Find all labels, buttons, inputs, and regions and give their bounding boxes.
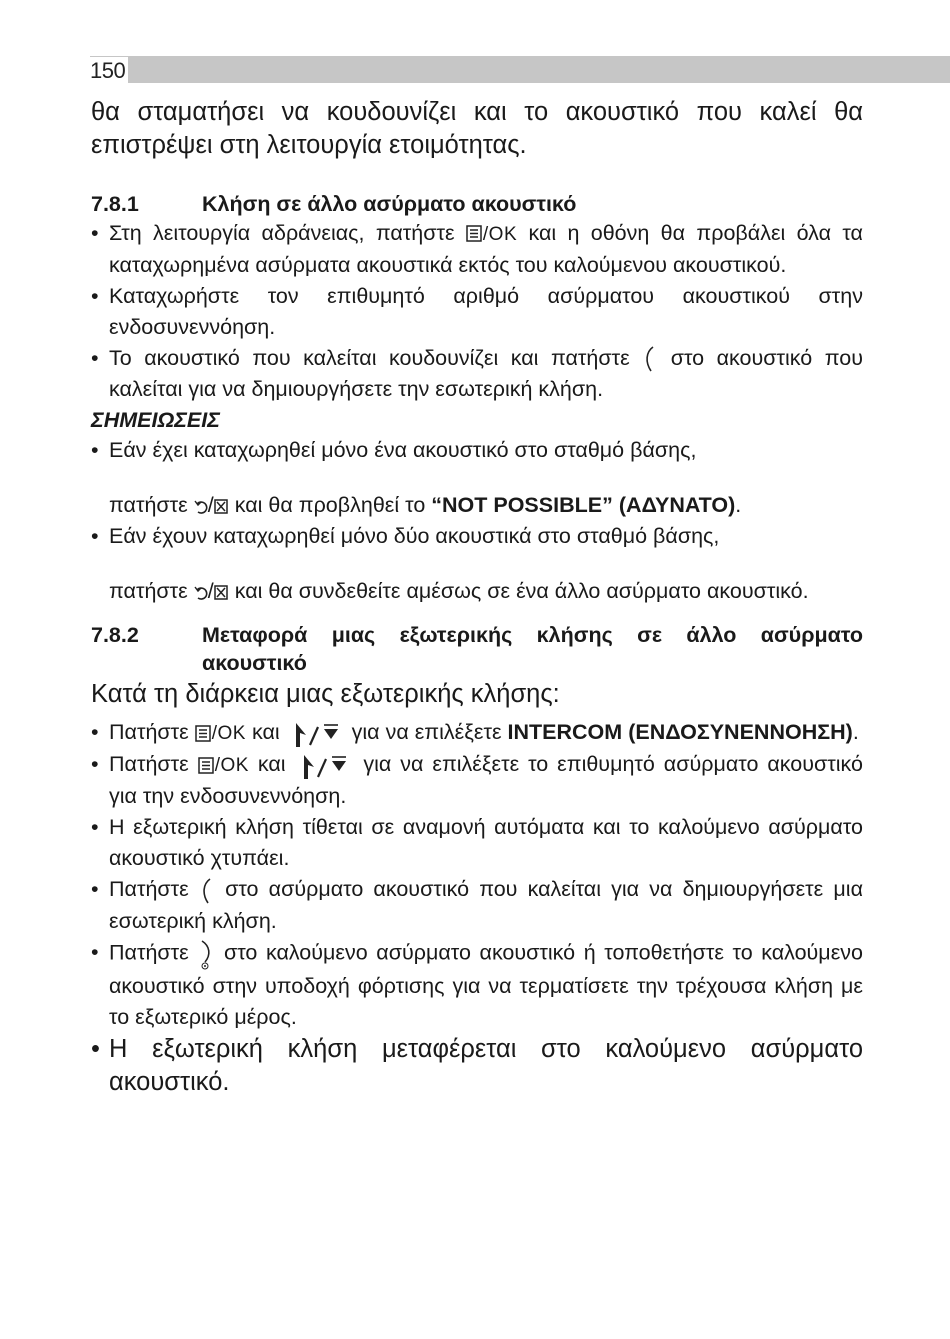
intercom-label: INTERCOM <box>507 720 623 745</box>
page-content <box>91 96 863 1099</box>
menu-icon <box>466 225 483 243</box>
list-item: • Πατήστε /OK και για να επιλέξετε το επιθυμητό ασύρματο ακουστικό για την ενδοσυνεννόηση. <box>91 749 863 812</box>
list-item: • Η εξωτερική κλήση τίθεται σε αναμονή αυτόματα και το καλούμενο ασύρματο ακουστικό χτυπάει. <box>91 812 863 874</box>
bullet-dot: • <box>91 877 99 902</box>
mute-icon <box>214 585 229 601</box>
intercom-greek-label: (ΕΝΔΟΣΥΝΕΝΝΟΗΣΗ) <box>628 720 853 745</box>
bullet-dot: • <box>91 284 99 308</box>
section-781-number: 7.8.1 <box>91 192 139 216</box>
bullet-dot: • <box>91 346 99 370</box>
bullet-dot: • <box>91 221 99 245</box>
bullet-dot: • <box>91 524 99 549</box>
end-call-icon <box>197 937 215 971</box>
ok-label: /OK <box>211 723 246 745</box>
page-number: 150 <box>90 57 128 83</box>
list-item: • Πατήστε στο καλούμενο ασύρματο ακουστικό ή τοποθετήστε το καλούμενο ακουστικό στην υποδοχή φόρτισης για να τερματίσετε την τρέχουσα κλήση με το εξωτερικό μέρος. <box>91 937 863 1033</box>
section-782-number: 7.8.2 <box>91 623 139 648</box>
nav-up-down-icon <box>286 719 346 749</box>
section-781-title: Κλήση σε άλλο ασύρματο ακουστικό <box>202 192 577 216</box>
section-782-title: Μεταφορά μιας εξωτερικής κλήσης σε άλλο ασύρματο ακουστικό <box>202 623 863 676</box>
bullet-dot: • <box>91 815 99 840</box>
ok-label: /OK <box>482 224 518 245</box>
list-item: • Εάν έχει καταχωρηθεί μόνο ένα ακουστικό στο σταθμό βάσης, πατήστε / και θα προβληθεί το “NOT POSSIBLE” (ΑΔΥΝΑΤΟ). <box>91 435 863 521</box>
list-item: • Πατήστε /OK και για να επιλέξετε INTERCOM (ΕΝΔΟΣΥΝΕΝΝΟΗΣΗ). <box>91 717 863 749</box>
list-item: • Το ακουστικό που καλείται κουδουνίζει και πατήστε στο ακουστικό που καλείται για να δημιουργήσετε την εσωτερική κλήση. <box>91 343 863 405</box>
talk-icon <box>642 344 658 374</box>
section-781-heading <box>91 190 863 218</box>
menu-ok-key <box>198 752 249 776</box>
bullet-dot: • <box>91 720 99 745</box>
ok-label: /OK <box>214 755 249 777</box>
menu-ok-key <box>466 221 517 245</box>
menu-icon <box>195 725 212 743</box>
bullet-dot: • <box>91 752 99 777</box>
menu-icon <box>198 757 215 775</box>
mute-icon <box>214 499 229 515</box>
back-mute-key: / <box>194 493 229 517</box>
notes-title: ΣΗΜΕΙΩΣΕΙΣ <box>91 408 220 433</box>
talk-icon <box>199 876 215 906</box>
list-item: • Η εξωτερική κλήση μεταφέρεται στο καλούμενο ασύρματο ακουστικό. <box>91 1034 863 1096</box>
nav-up-down-icon <box>294 751 354 781</box>
list-item: • Στη λειτουργία αδράνειας, πατήστε /OK και η οθόνη θα προβάλει όλα τα καταχωρημένα ασύρματα ακουστικά εκτός του καλούμενου ακουστικού. <box>91 218 863 281</box>
section-782-heading <box>91 621 863 677</box>
back-icon <box>194 584 208 602</box>
page-header-bar <box>90 56 950 83</box>
back-icon <box>194 498 208 516</box>
list-item: • Πατήστε στο ασύρματο ακουστικό που καλείται για να δημιουργήσετε μια εσωτερική κλήση. <box>91 874 863 936</box>
intro-paragraph: θα σταματήσει να κουδουνίζει και το ακουστικό που καλεί θα επιστρέψει στη λειτουργία ετοιμότητας. <box>91 98 863 159</box>
section-782-subtitle: Κατά τη διάρκεια μιας εξωτερικής κλήσης: <box>91 680 560 709</box>
menu-ok-key <box>195 720 246 744</box>
bullet-dot: • <box>91 1034 100 1063</box>
bullet-dot: • <box>91 438 99 463</box>
back-mute-key: / <box>194 579 229 603</box>
not-possible-text: “NOT POSSIBLE” (ΑΔΥΝΑΤΟ) <box>431 493 736 518</box>
list-item: • Καταχωρήστε τον επιθυμητό αριθμό ασύρματου ακουστικού στην ενδοσυνεννόηση. <box>91 281 863 343</box>
bullet-dot: • <box>91 939 99 964</box>
list-item: • Εάν έχουν καταχωρηθεί μόνο δύο ακουστικά στο σταθμό βάσης, πατήστε / και θα συνδεθείτε αμέσως σε ένα άλλο ασύρματο ακουστικό. <box>91 521 863 607</box>
